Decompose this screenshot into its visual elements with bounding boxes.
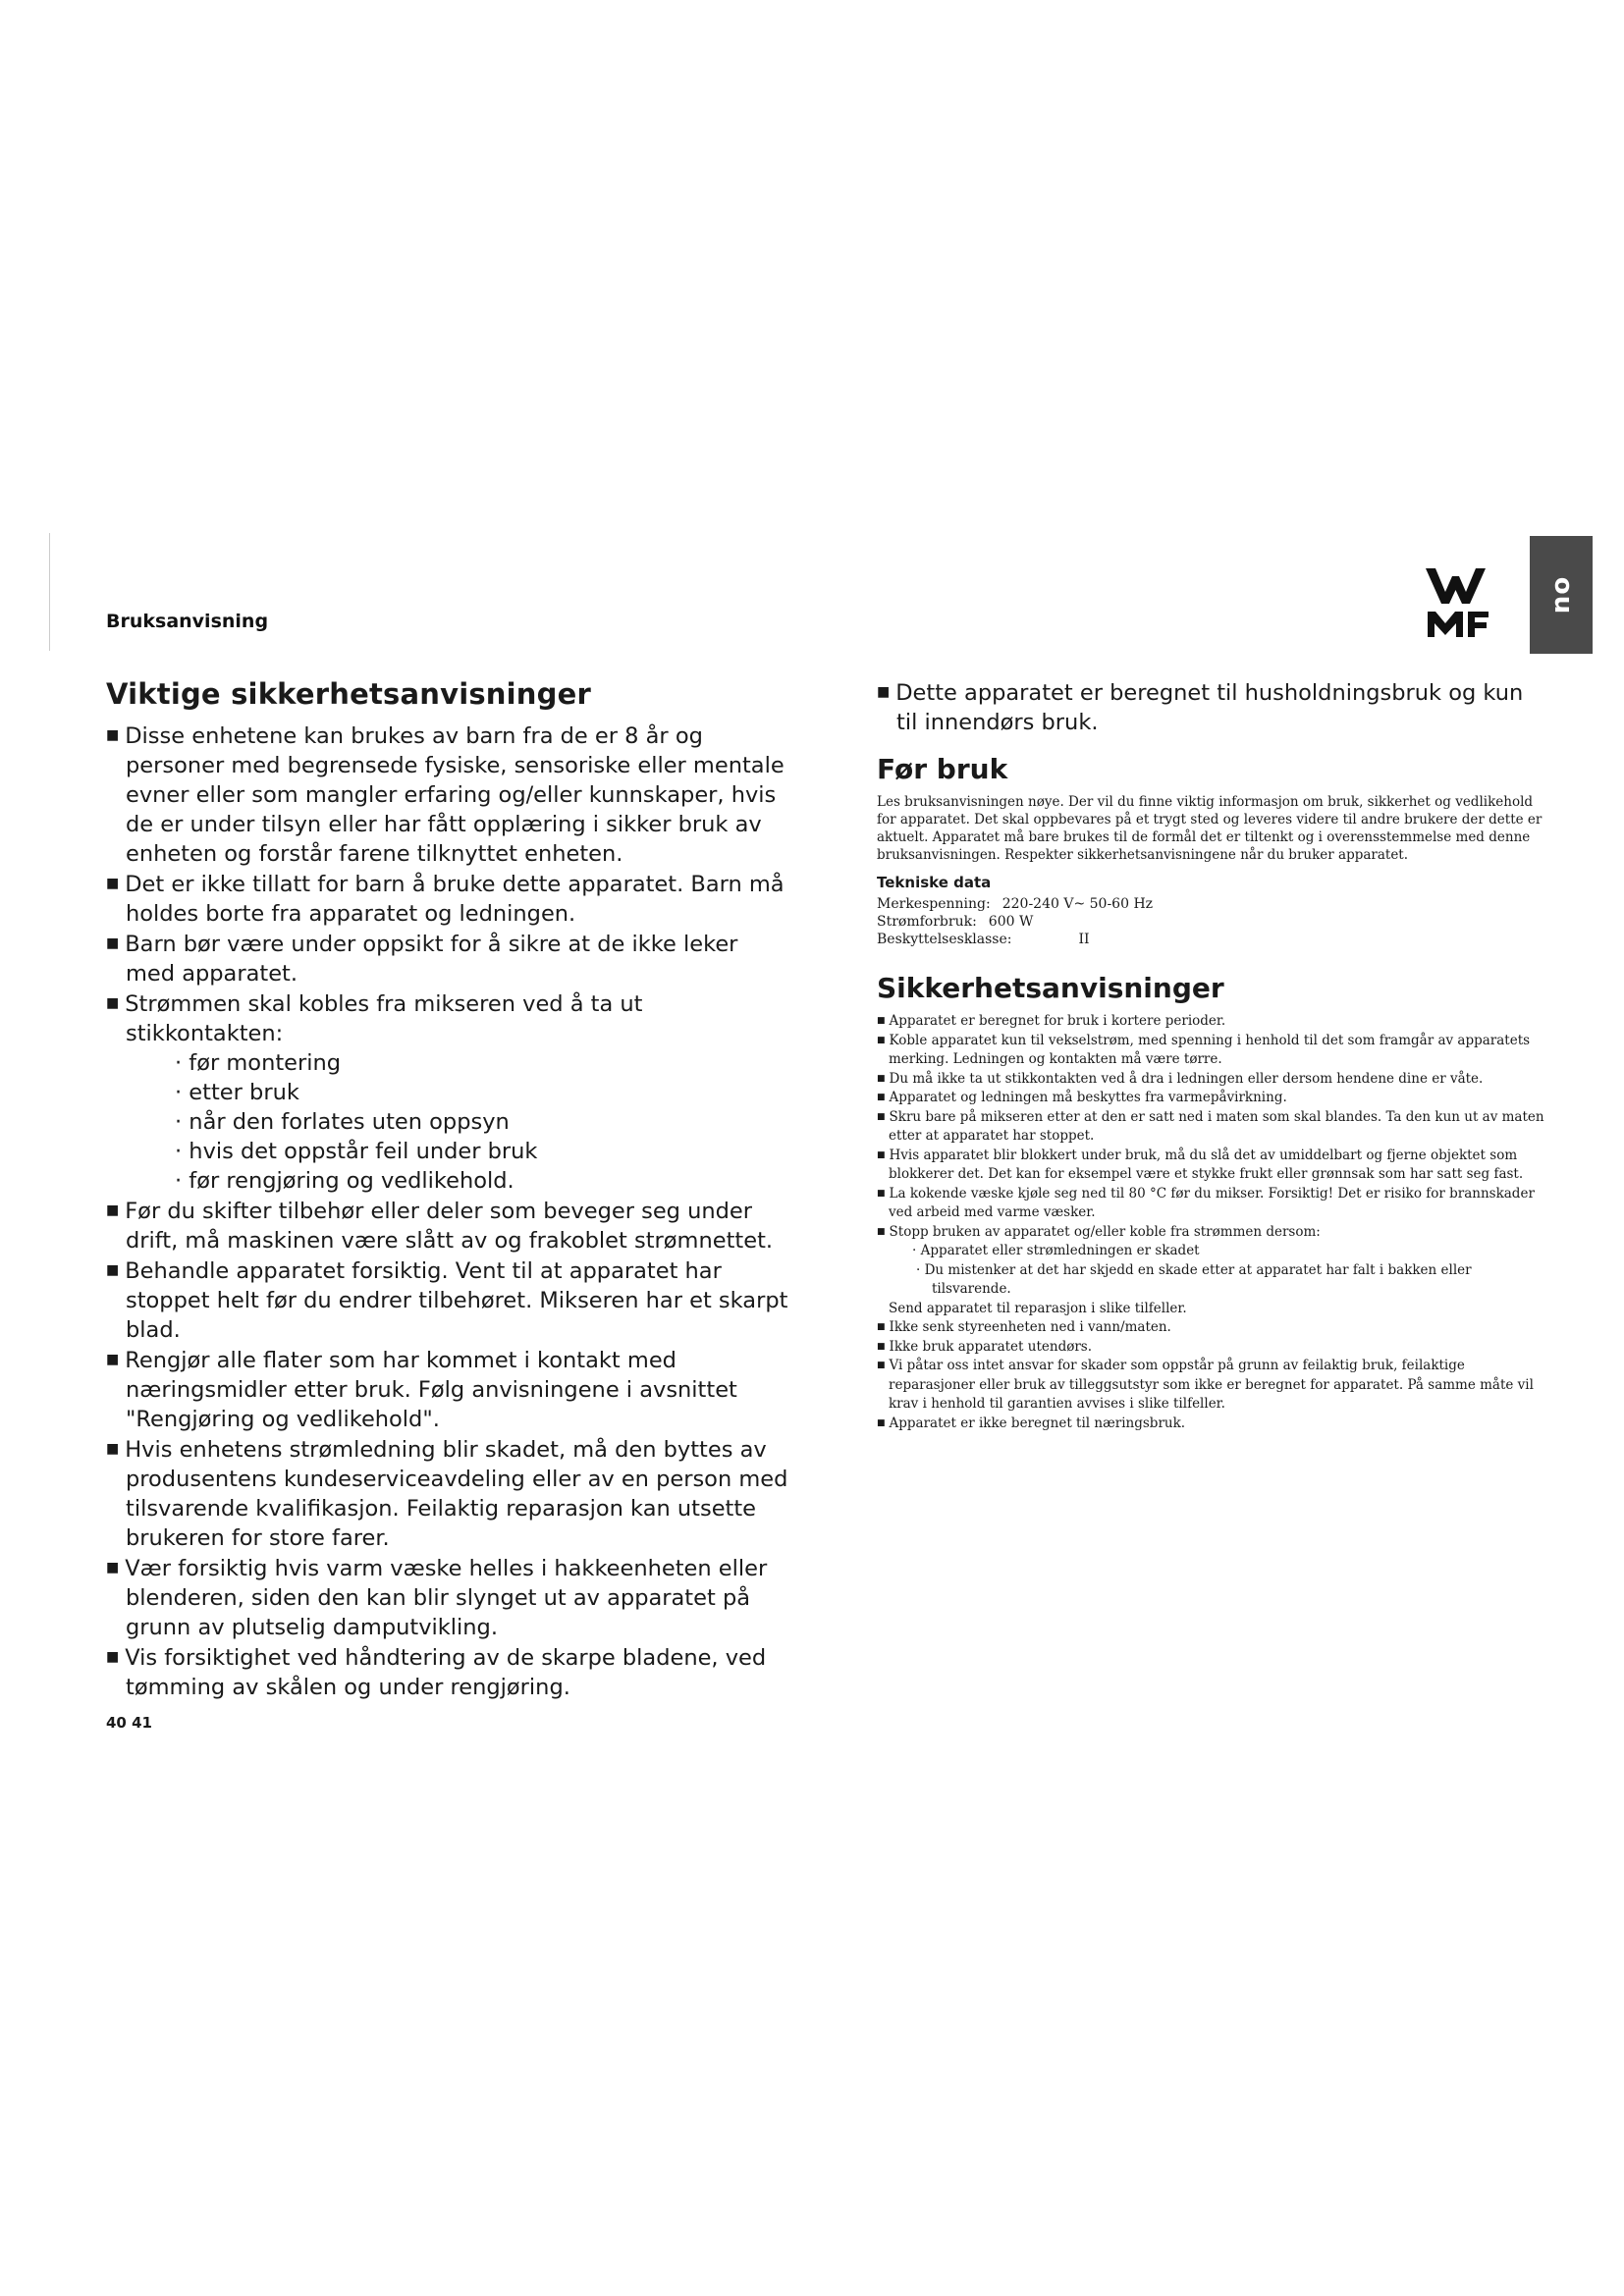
right-column [877, 677, 1544, 1433]
section-heading-before-use: Før bruk [877, 753, 1008, 785]
tech-row-voltage: Merkespenning: 220-240 V~ 50-60 Hz [877, 896, 1154, 912]
list-item: · før montering [175, 1050, 342, 1076]
wmf-logo [1422, 562, 1500, 641]
section-heading-safety: Sikkerhetsanvisninger [877, 972, 1224, 1004]
list-item: ■ Ikke bruk apparatet utendørs. [877, 1338, 1093, 1355]
safety-list-left [106, 721, 793, 1702]
section-heading-important-safety: Viktige sikkerhetsanvisninger [106, 677, 591, 711]
list-item: ■ Behandle apparatet forsiktig. Vent til at apparatet har stoppet helt før du endrer tilbehøret. Mikseren har et skarpt blad. [106, 1258, 788, 1343]
list-item: ■ Apparatet er beregnet for bruk i kortere perioder. [877, 1013, 1226, 1029]
list-item: ■ Ikke senk styreenheten ned i vann/maten. [877, 1319, 1171, 1335]
list-item: ■ La kokende væske kjøle seg ned til 80 °C før du mikser. Forsiktig! Det er risiko for brannskader ved arbeid med varme væsker. [877, 1185, 1535, 1220]
list-item: ■ Vis forsiktighet ved håndtering av de skarpe bladene, ved tømming av skålen og under rengjøring. [106, 1645, 767, 1700]
list-item: · etter bruk [175, 1080, 299, 1105]
header-title: Bruksanvisning [106, 611, 269, 632]
page-numbers: 40 41 [106, 1714, 152, 1732]
list-item: ■ Rengjør alle flater som har kommet i kontakt med næringsmidler etter bruk. Følg anvisningene i avsnittet "Rengjøring og vedlikehold". [106, 1348, 737, 1432]
list-item: · Du mistenker at det har skjedd en skade etter at apparatet har falt i bakken eller tilsvarende. [916, 1261, 1472, 1297]
list-item: ■ Hvis apparatet blir blokkert under bruk, må du slå det av umiddelbart og fjerne objektet som blokkerer det. Det kan for eksempel være et stykke frukt eller grønnsak som har satt seg fast. [877, 1147, 1524, 1182]
list-item: ■ Koble apparatet kun til vekselstrøm, med spenning i henhold til det som framgår av apparatets merking. Ledningen og kontakten må være tørre. [877, 1032, 1531, 1067]
list-item: · når den forlates uten oppsyn [175, 1109, 510, 1135]
language-tab [1530, 536, 1593, 654]
list-item: ■ Apparatet er ikke beregnet til næringsbruk. [877, 1415, 1186, 1431]
safety-list-right [877, 1012, 1544, 1433]
tech-row-protection-class: Beskyttelsesklasse: II [877, 932, 1090, 947]
list-item: Send apparatet til reparasjon i slike tilfeller. [889, 1300, 1187, 1316]
list-item: · før rengjøring og vedlikehold. [175, 1168, 514, 1194]
tech-data-table [877, 895, 1544, 948]
list-item: ■ Før du skifter tilbehør eller deler som beveger seg under drift, må maskinen være slått av og frakoblet strømnettet. [106, 1199, 774, 1254]
list-item: ■ Barn bør være under oppsikt for å sikre at de ikke leker med apparatet. [106, 932, 738, 987]
list-item: ■ Hvis enhetens strømledning blir skadet, må den byttes av produsentens kundeserviceavdeling eller av en person med tilsvarende kvalifikasjon. Feilaktig reparasjon kan utsette brukeren for store farer. [106, 1437, 788, 1551]
language-code: no [1546, 575, 1576, 614]
list-item: ■ Strømmen skal kobles fra mikseren ved å ta ut stikkontakten: · før montering · etter bruk · når den forlates uten oppsyn · hvis det oppstår feil under bruk · før rengjøring og vedlikehold. [106, 988, 793, 1196]
list-item: ■ Vi påtar oss intet ansvar for skader som oppstår på grunn av feilaktig bruk, feilaktige reparasjoner eller bruk av tilleggsutstyr som ikke er beregnet for apparatet. På samme måte vil krav i henhold til garantien avvises i slike tilfeller. [877, 1358, 1534, 1412]
tech-row-power: Strømforbruk: 600 W [877, 914, 1034, 930]
left-column [106, 677, 793, 1702]
list-item: ■ Vær forsiktig hvis varm væske helles i hakkeenheten eller blenderen, siden den kan blir slynget ut av apparatet på grunn av plutselig damputvikling. [106, 1556, 768, 1640]
tech-data-heading: Tekniske data [877, 874, 992, 891]
list-item: ■ Det er ikke tillatt for barn å bruke dette apparatet. Barn må holdes borte fra apparatet og ledningen. [106, 872, 785, 927]
household-use-note: ■ Dette apparatet er beregnet til husholdningsbruk og kun til innendørs bruk. [877, 680, 1524, 735]
list-item: ■ Disse enhetene kan brukes av barn fra de er 8 år og personer med begrensede fysiske, sensoriske eller mentale evner eller som mangler erfaring og/eller kunnskaper, hvis de er under tilsyn eller har fått opplæring i sikker bruk av enheten og forstår farene tilknyttet enheten. [106, 723, 785, 867]
margin-rule [49, 533, 50, 651]
list-item: ■ Stopp bruken av apparatet og/eller koble fra strømmen dersom: [877, 1223, 1321, 1240]
list-item: ■ Du må ikke ta ut stikkontakten ved å dra i ledningen eller dersom hendene dine er våte. [877, 1070, 1484, 1087]
list-item: · hvis det oppstår feil under bruk [175, 1139, 538, 1164]
list-item: ■ Skru bare på mikseren etter at den er satt ned i maten som skal blandes. Ta den kun ut av maten etter at apparatet har stoppet. [877, 1108, 1544, 1144]
list-item: · Apparatet eller strømledningen er skadet [912, 1243, 1200, 1258]
before-use-text: Les bruksanvisningen nøye. Der vil du finne viktig informasjon om bruk, sikkerhet og vedlikehold for apparatet. Det skal oppbevares på et trygt sted og leveres videre til andre brukere der dette er aktuelt. Apparatet må bare brukes til de formål det er tiltenkt og i overensstemmelse med denne bruksanvisningen. Respekter sikkerhetsanvisningene når du bruker apparatet. [877, 794, 1543, 863]
list-item: ■ Apparatet og ledningen må beskyttes fra varmepåvirkning. [877, 1090, 1287, 1105]
unplug-conditions-list [126, 1048, 793, 1196]
